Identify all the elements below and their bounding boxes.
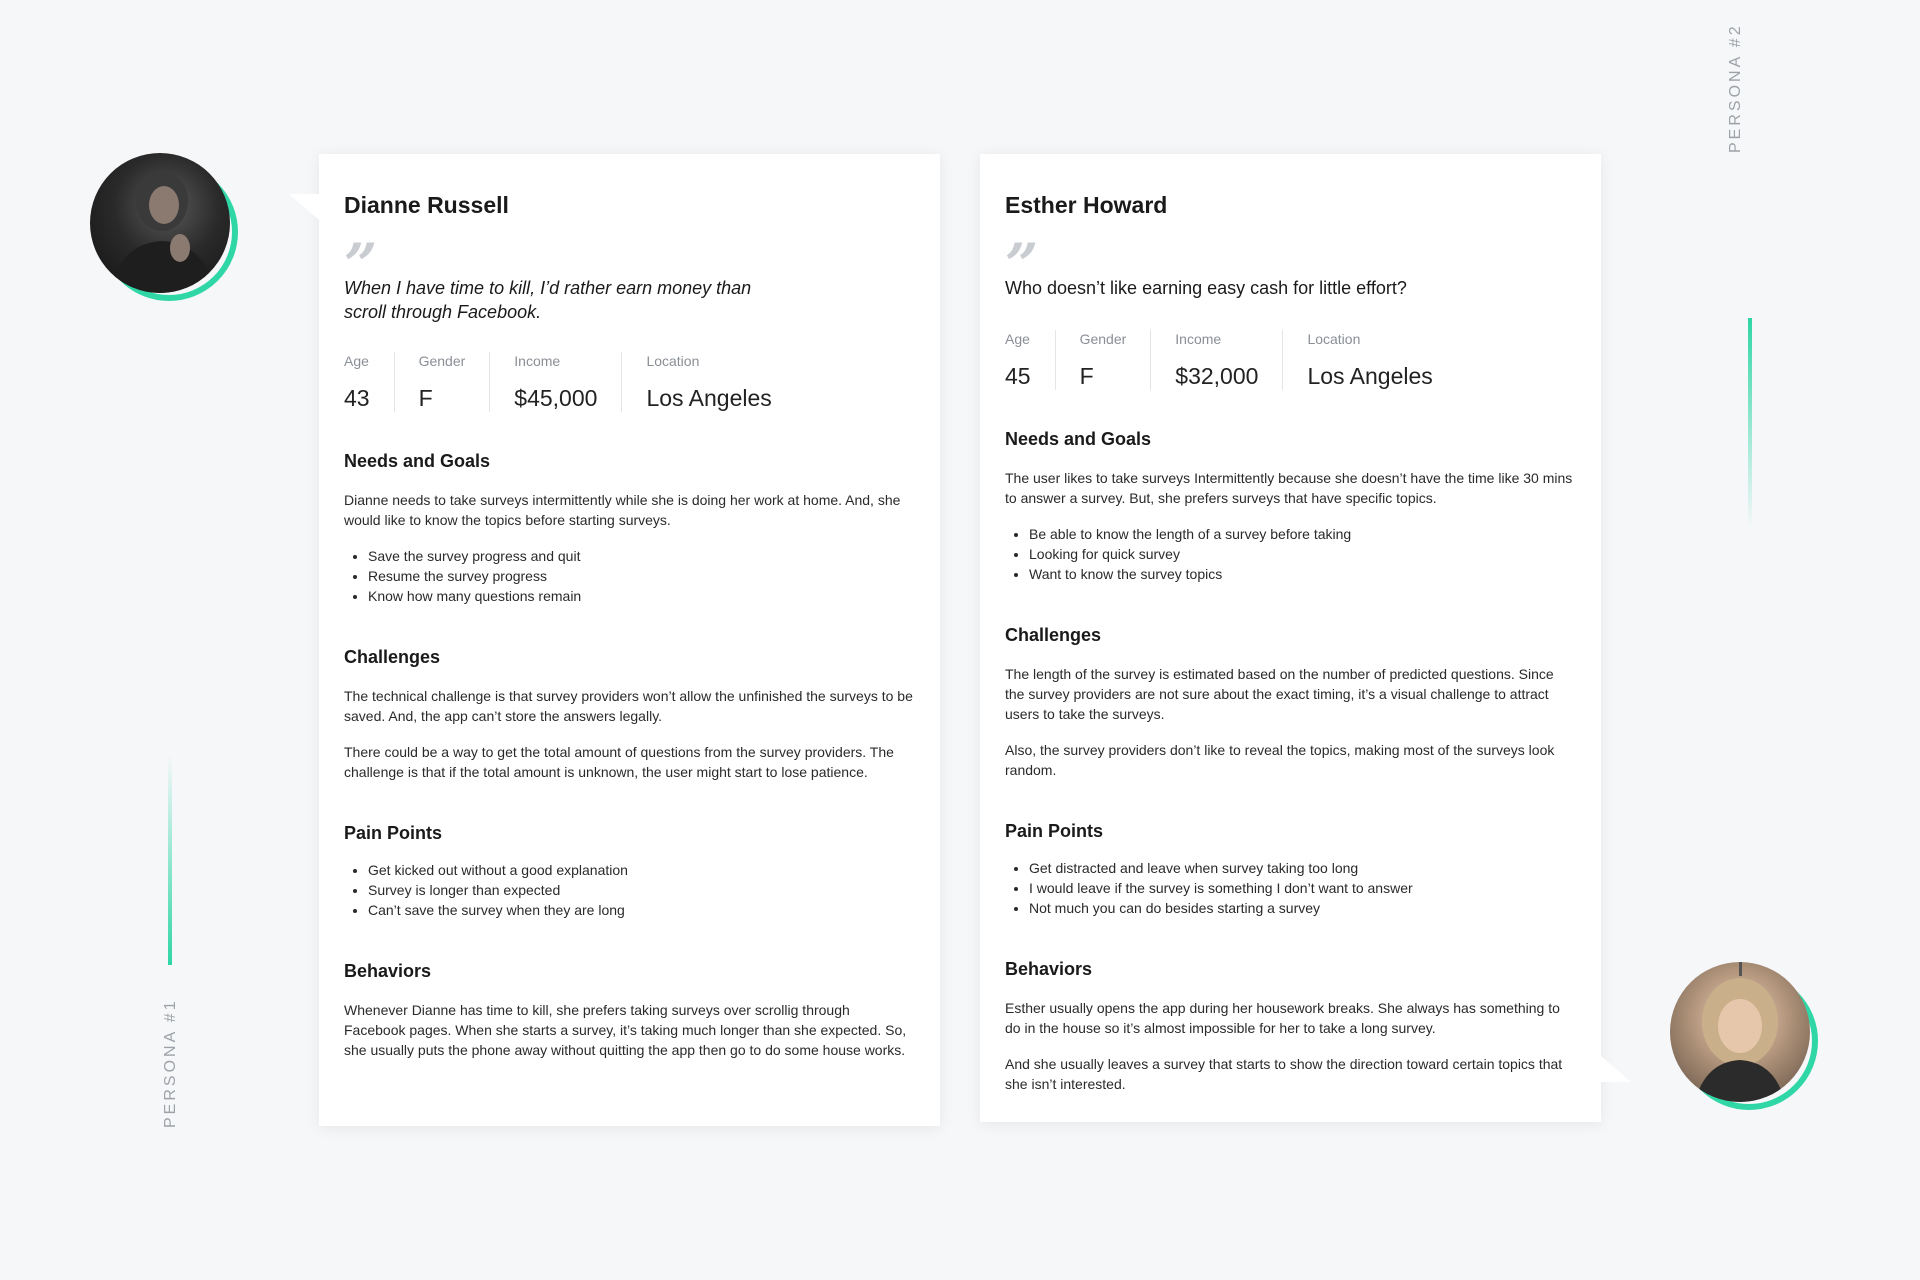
behaviors-text: Esther usually opens the app during her housework breaks. She always has something to do in the house so it’s almost impossible for her to take a long survey.	[1005, 1000, 1560, 1036]
persona-1-label: PERSONA #1	[162, 998, 179, 1128]
persona-2-accent-line	[1748, 318, 1752, 528]
needs-title: Needs and Goals	[344, 451, 491, 471]
persona-2-marker	[1739, 962, 1742, 976]
behaviors-text: Whenever Dianne has time to kill, she prefers taking surveys over scrollig through Facebook pages. When she starts a survey, it’s taking much longer than she expected. So, she usually puts the phone away without quitting the app then go to do some house works.	[344, 1002, 907, 1058]
persona-2-label: PERSONA #2	[1727, 23, 1744, 153]
stat-label: Age	[344, 353, 369, 369]
persona-1-accent-line	[168, 755, 172, 965]
list-item: • Survey is longer than expected	[368, 880, 915, 900]
persona-1-photo	[90, 153, 230, 293]
needs-list	[1005, 524, 1576, 584]
list-item: • Save the survey progress and quit	[368, 546, 915, 566]
stat-value: $45,000	[514, 385, 598, 411]
pain-points-list	[344, 860, 915, 920]
stat-income	[489, 352, 621, 412]
list-item: • Not much you can do besides starting a survey	[1029, 898, 1576, 918]
behaviors-text: And she usually leaves a survey that starts to show the direction toward certain topics that she isn’t interested.	[1005, 1056, 1563, 1092]
needs-title: Needs and Goals	[1005, 429, 1152, 449]
persona-quote: Who doesn’t like earning easy cash for little effort?	[1005, 278, 1407, 298]
persona-name: Esther Howard	[1005, 192, 1168, 218]
stat-label: Age	[1005, 331, 1030, 347]
stat-value: Los Angeles	[1307, 363, 1433, 389]
card-pointer	[289, 194, 319, 220]
quote-icon: ”	[344, 236, 372, 276]
stat-age	[1005, 330, 1055, 390]
stat-label: Gender	[1079, 331, 1127, 347]
behaviors-title: Behaviors	[1005, 959, 1093, 979]
stat-location	[1282, 330, 1456, 390]
persona-quote: When I have time to kill, I’d rather earn money than scroll through Facebook.	[344, 278, 752, 322]
card-pointer	[1601, 1056, 1631, 1082]
persona-1-avatar	[90, 153, 242, 305]
stat-label: Location	[1307, 331, 1361, 347]
stat-value: Los Angeles	[646, 385, 772, 411]
list-item: • Know how many questions remain	[368, 586, 915, 606]
quote-icon: ”	[1005, 236, 1033, 276]
demographics	[344, 352, 915, 412]
stat-value: F	[1079, 363, 1094, 389]
pain-points-list	[1005, 858, 1576, 918]
persona-2-photo	[1670, 962, 1810, 1102]
persona-2-avatar	[1670, 962, 1822, 1114]
stat-label: Gender	[418, 353, 466, 369]
stat-value: 45	[1005, 363, 1031, 389]
stat-label: Income	[514, 353, 561, 369]
list-item: • Can’t save the survey when they are long	[368, 900, 915, 920]
pain-points-title: Pain Points	[344, 823, 443, 843]
demographics	[1005, 330, 1576, 390]
stat-label: Location	[646, 353, 700, 369]
challenges-title: Challenges	[344, 647, 441, 667]
list-item: • Be able to know the length of a survey before taking	[1029, 524, 1576, 544]
stat-value: F	[418, 385, 433, 411]
stat-gender	[1055, 330, 1151, 390]
challenges-text: The technical challenge is that survey providers won’t allow the unfinished the surveys to be saved. And, the app can’t store the answers legally.	[344, 688, 913, 724]
list-item: • Want to know the survey topics	[1029, 564, 1576, 584]
list-item: • Looking for quick survey	[1029, 544, 1576, 564]
list-item: • Get kicked out without a good explanation	[368, 860, 915, 880]
stat-gender	[394, 352, 490, 412]
stat-age	[344, 352, 394, 412]
challenges-text: Also, the survey providers don’t like to reveal the topics, making most of the surveys look random.	[1005, 742, 1555, 778]
persona-2-card	[980, 154, 1601, 1122]
list-item: • I would leave if the survey is something I don’t want to answer	[1029, 878, 1576, 898]
stat-label: Income	[1175, 331, 1222, 347]
persona-1-card	[319, 154, 940, 1126]
stat-location	[621, 352, 795, 412]
needs-text: Dianne needs to take surveys intermittently while she is doing her work at home. And, she would like to know the topics before starting surveys.	[344, 492, 901, 528]
stat-value: 43	[344, 385, 370, 411]
challenges-text: There could be a way to get the total amount of questions from the survey providers. The challenge is that if the total amount is unknown, the user might start to lose patience.	[344, 744, 894, 780]
needs-list	[344, 546, 915, 606]
challenges-text: The length of the survey is estimated based on the number of predicted questions. Since the survey providers are not sure about the exact timing, it’s a visual challenge to attract users to take the surveys.	[1005, 666, 1554, 722]
persona-name: Dianne Russell	[344, 192, 509, 218]
challenges-title: Challenges	[1005, 625, 1102, 645]
behaviors-title: Behaviors	[344, 961, 432, 981]
pain-points-title: Pain Points	[1005, 821, 1104, 841]
stat-income	[1150, 330, 1282, 390]
list-item: • Resume the survey progress	[368, 566, 915, 586]
needs-text: The user likes to take surveys Intermittently because she doesn’t have the time like 30 mins to answer a survey. But, she prefers surveys that have specific topics.	[1005, 470, 1573, 506]
stat-value: $32,000	[1175, 363, 1259, 389]
list-item: • Get distracted and leave when survey taking too long	[1029, 858, 1576, 878]
